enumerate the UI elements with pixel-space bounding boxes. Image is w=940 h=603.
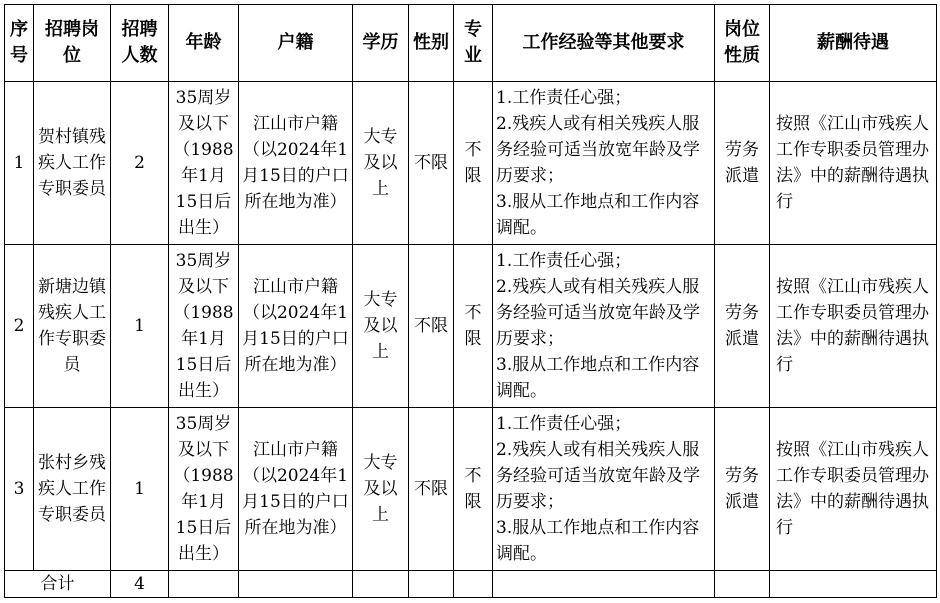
header-major: 专业 [454, 5, 493, 82]
cell-seq: 2 [5, 245, 34, 408]
requirement-item: 3.服从工作地点和工作内容调配。 [496, 192, 700, 238]
header-hukou: 户籍 [239, 5, 353, 82]
cell-age: 35周岁及以下（1988年1月15日后出生） [169, 82, 239, 245]
header-gender: 性别 [409, 5, 454, 82]
empty-cell [770, 571, 937, 598]
empty-cell [493, 571, 715, 598]
cell-nature: 劳务派遣 [715, 245, 770, 408]
header-position: 招聘岗位 [34, 5, 111, 82]
empty-cell [353, 571, 409, 598]
cell-position: 新塘边镇残疾人工作专职委员 [34, 245, 111, 408]
recruitment-table-container [4, 4, 937, 598]
total-label: 合计 [5, 571, 111, 598]
table-row [5, 408, 937, 571]
requirement-item: 1.工作责任心强； [496, 414, 632, 434]
header-requirements: 工作经验等其他要求 [493, 5, 715, 82]
cell-position: 张村乡残疾人工作专职委员 [34, 408, 111, 571]
cell-salary: 按照《江山市残疾人工作专职委员管理办法》中的薪酬待遇执行 [770, 408, 937, 571]
header-age: 年龄 [169, 5, 239, 82]
empty-cell [409, 571, 454, 598]
total-row [5, 571, 937, 598]
cell-position: 贺村镇残疾人工作专职委员 [34, 82, 111, 245]
cell-count: 1 [111, 245, 169, 408]
cell-age: 35周岁及以下（1988年1月15日后出生） [169, 408, 239, 571]
requirement-item: 2.残疾人或有相关残疾人服务经验可适当放宽年龄及学历要求； [496, 440, 700, 512]
cell-nature: 劳务派遣 [715, 408, 770, 571]
header-count: 招聘人数 [111, 5, 169, 82]
cell-gender: 不限 [409, 82, 454, 245]
cell-salary: 按照《江山市残疾人工作专职委员管理办法》中的薪酬待遇执行 [770, 82, 937, 245]
cell-hukou: 江山市户籍（以2024年1月15日的户口所在地为准） [239, 408, 353, 571]
cell-major: 不限 [454, 408, 493, 571]
cell-hukou: 江山市户籍（以2024年1月15日的户口所在地为准） [239, 82, 353, 245]
empty-cell [715, 571, 770, 598]
cell-education: 大专及以上 [353, 82, 409, 245]
cell-count: 1 [111, 408, 169, 571]
cell-hukou: 江山市户籍（以2024年1月15日的户口所在地为准） [239, 245, 353, 408]
header-seq: 序号 [5, 5, 34, 82]
cell-requirements [493, 82, 715, 245]
total-count: 4 [111, 571, 169, 598]
requirement-item: 1.工作责任心强； [496, 251, 632, 271]
cell-seq: 1 [5, 82, 34, 245]
cell-education: 大专及以上 [353, 245, 409, 408]
requirement-item: 2.残疾人或有相关残疾人服务经验可适当放宽年龄及学历要求； [496, 114, 700, 186]
cell-count: 2 [111, 82, 169, 245]
cell-major: 不限 [454, 245, 493, 408]
recruitment-table [4, 4, 937, 598]
cell-major: 不限 [454, 82, 493, 245]
table-row [5, 82, 937, 245]
header-salary: 薪酬待遇 [770, 5, 937, 82]
cell-requirements [493, 245, 715, 408]
table-row [5, 245, 937, 408]
cell-salary: 按照《江山市残疾人工作专职委员管理办法》中的薪酬待遇执行 [770, 245, 937, 408]
header-education: 学历 [353, 5, 409, 82]
empty-cell [454, 571, 493, 598]
cell-education: 大专及以上 [353, 408, 409, 571]
requirement-item: 2.残疾人或有相关残疾人服务经验可适当放宽年龄及学历要求； [496, 277, 700, 349]
requirement-item: 1.工作责任心强； [496, 88, 632, 108]
cell-gender: 不限 [409, 408, 454, 571]
cell-seq: 3 [5, 408, 34, 571]
header-row [5, 5, 937, 82]
empty-cell [239, 571, 353, 598]
cell-requirements [493, 408, 715, 571]
empty-cell [169, 571, 239, 598]
cell-gender: 不限 [409, 245, 454, 408]
cell-nature: 劳务派遣 [715, 82, 770, 245]
cell-age: 35周岁及以下（1988年1月15日后出生） [169, 245, 239, 408]
requirement-item: 3.服从工作地点和工作内容调配。 [496, 355, 700, 401]
requirement-item: 3.服从工作地点和工作内容调配。 [496, 518, 700, 564]
header-nature: 岗位性质 [715, 5, 770, 82]
